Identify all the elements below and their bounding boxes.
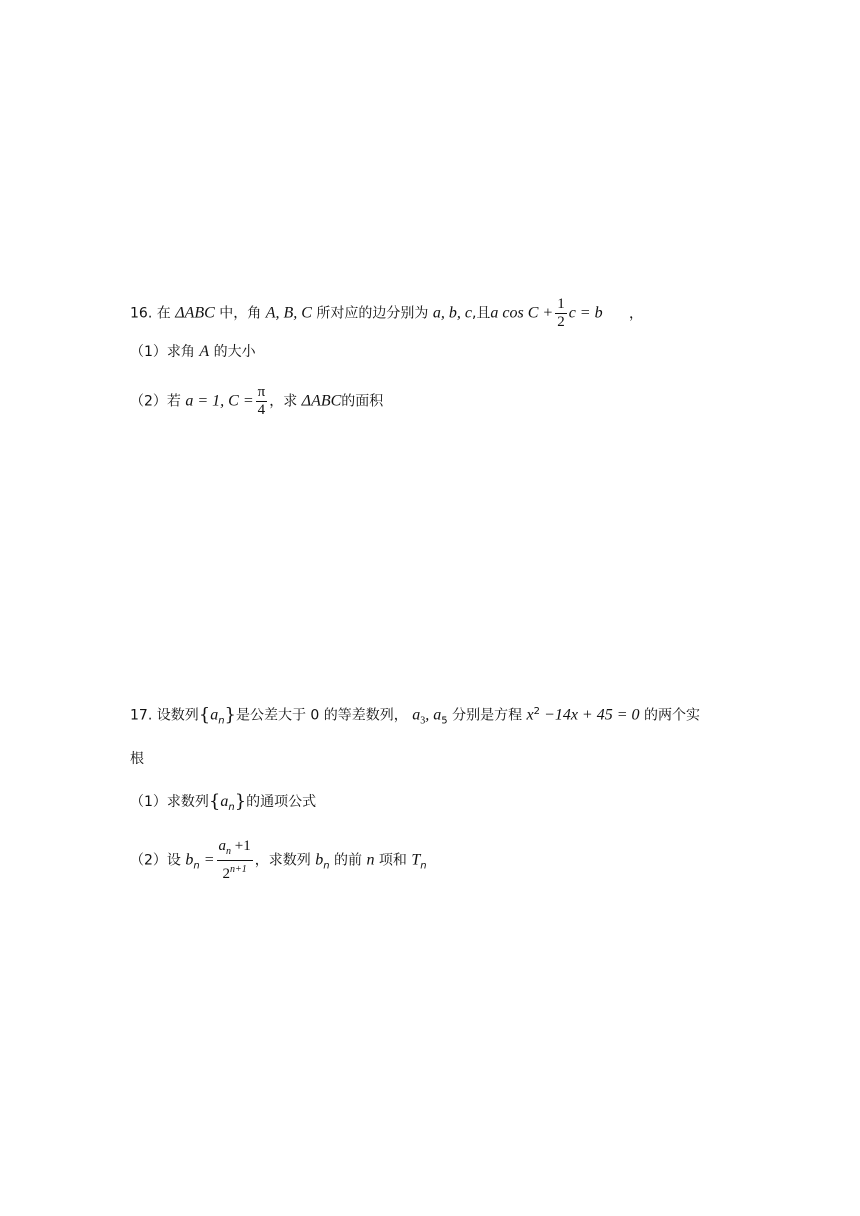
q17-number: 17 [130, 707, 148, 724]
q17-part2: （2）设 $b_n$ = $\frac{a_n +1}{2^{n+1}}$ ，求数列 $b_n$ 的前 n 项和 $T_n$ [130, 838, 427, 882]
q16-stem: 16. 在 ΔABC 中，角 A, B, C 所对应的边分别为 a, b, c,且a cos C + $\frac{1}{2}$ c = b ， [130, 296, 644, 330]
q16-eq-left: a cos C + [490, 304, 554, 322]
q16-part1: （1）求角 A 的大小 [130, 343, 256, 360]
q17-stem-cont: 根 [130, 751, 144, 767]
q17-part1: （1）求数列$\{a_n\}$的通项公式 [130, 791, 317, 813]
q17-fraction-bn: $\frac{a_n +1}{2^{n+1}}$ [218, 838, 251, 882]
q16-part2: （2）若 a = 1, C = $\frac{\pi}{4}$ ，求 ΔABC的面积 [130, 384, 384, 418]
q16-fraction-half: $\frac{1}{2}$ [557, 296, 565, 330]
q16-number: 16 [130, 305, 148, 322]
q16-part2-condition: a = 1, C = [185, 392, 254, 410]
q16-eq-right: c = b [568, 304, 603, 322]
q16-triangle: ΔABC [175, 304, 215, 322]
q16-sides: a, b, c [432, 304, 472, 322]
q16-angles: A, B, C [265, 304, 312, 322]
q17-equation: −14x + 45 = 0 [540, 706, 640, 724]
q17-stem: 17. 设数列$\{a_n\}$是公差大于 0 的等差数列， $a_3$, $a_5$ 分别是方程 $x^2 -14x + 45 = 0$ 的两个实 [130, 704, 700, 727]
q16-fraction-pi-4: $\frac{\pi}{4}$ [257, 384, 266, 418]
